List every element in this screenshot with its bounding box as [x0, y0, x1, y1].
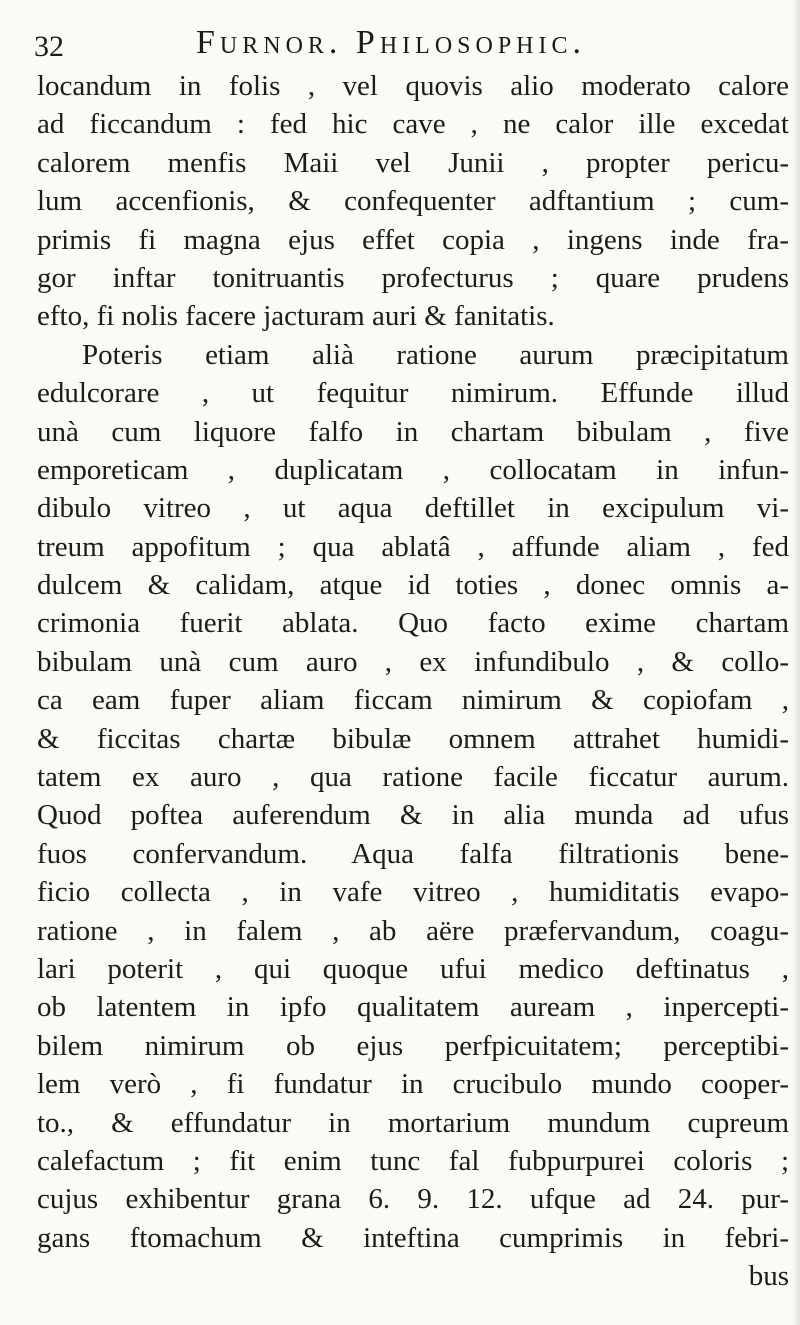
text-line: efto, fi nolis facere jacturam auri & fanitatis.: [37, 300, 555, 333]
text-line: gor inftar tonitruantis profecturus ; quare prudens: [37, 261, 789, 294]
text-line: ob latentem in ipfo qualitatem auream , inpercepti-: [37, 991, 789, 1024]
catchword: bus: [748, 1260, 789, 1293]
body-text: [37, 67, 797, 1296]
text-line: ca eam fuper aliam ficcam nimirum & copiofam ,: [37, 684, 789, 717]
text-line: bilem nimirum ob ejus perfpicuitatem; perceptibi-: [37, 1029, 789, 1062]
text-line: bibulam unà cum auro , ex infundibulo , & collo-: [37, 645, 789, 678]
text-line: & ficcitas chartæ bibulæ omnem attrahet humidi-: [37, 722, 789, 755]
text-line: to., & effundatur in mortarium mundum cupreum: [37, 1106, 789, 1139]
text-line: primis fi magna ejus effet copia , ingens inde fra-: [37, 223, 789, 256]
text-line: ficio collecta , in vafe vitreo , humiditatis evapo-: [37, 876, 789, 909]
text-line: Quod poftea auferendum & in alia munda ad ufus: [37, 799, 789, 832]
text-line: unà cum liquore falfo in chartam bibulam , five: [37, 415, 789, 448]
page-edge-shadow: [792, 0, 800, 1325]
text-line: ad ficcandum : fed hic cave , ne calor ille excedat: [37, 108, 789, 141]
text-line: gans ftomachum & inteftina cumprimis in febri-: [37, 1221, 789, 1254]
text-line: lari poterit , qui quoque ufui medico deftinatus ,: [37, 952, 789, 985]
text-line: locandum in folis , vel quovis alio moderato calore: [37, 70, 789, 102]
text-line: emporeticam , duplicatam , collocatam in infun-: [37, 453, 789, 486]
text-line: ratione , in falem , ab aëre præfervandum, coagu-: [37, 914, 789, 947]
text-line: fuos confervandum. Aqua falfa filtrationis bene-: [37, 837, 789, 870]
text-line: calefactum ; fit enim tunc fal fubpurpurei coloris ;: [37, 1144, 789, 1177]
page-number: 32: [34, 30, 64, 63]
running-title: Furnor. Philosophic.: [196, 24, 587, 61]
text-line: calorem menfis Maii vel Junii , propter pericu-: [37, 146, 789, 179]
text-line: cujus exhibentur grana 6. 9. 12. ufque ad 24. pur-: [37, 1183, 789, 1216]
text-line: edulcorare , ut fequitur nimirum. Effunde illud: [37, 377, 789, 410]
text-line: tatem ex auro , qua ratione facile ficcatur aurum.: [37, 761, 789, 794]
text-line: lum accenfionis, & confequenter adftantium ; cum-: [37, 185, 789, 218]
text-line: lem verò , fi fundatur in crucibulo mundo cooper-: [37, 1068, 789, 1101]
text-line: dibulo vitreo , ut aqua deftillet in excipulum vi-: [37, 492, 789, 525]
paragraph-start-line: Poteris etiam alià ratione aurum præcipitatum: [82, 338, 789, 371]
text-line: crimonia fuerit ablata. Quo facto exime chartam: [37, 607, 789, 640]
text-line: treum appofitum ; qua ablatâ , affunde aliam , fed: [37, 530, 789, 563]
text-line: dulcem & calidam, atque id toties , donec omnis a-: [37, 569, 789, 602]
